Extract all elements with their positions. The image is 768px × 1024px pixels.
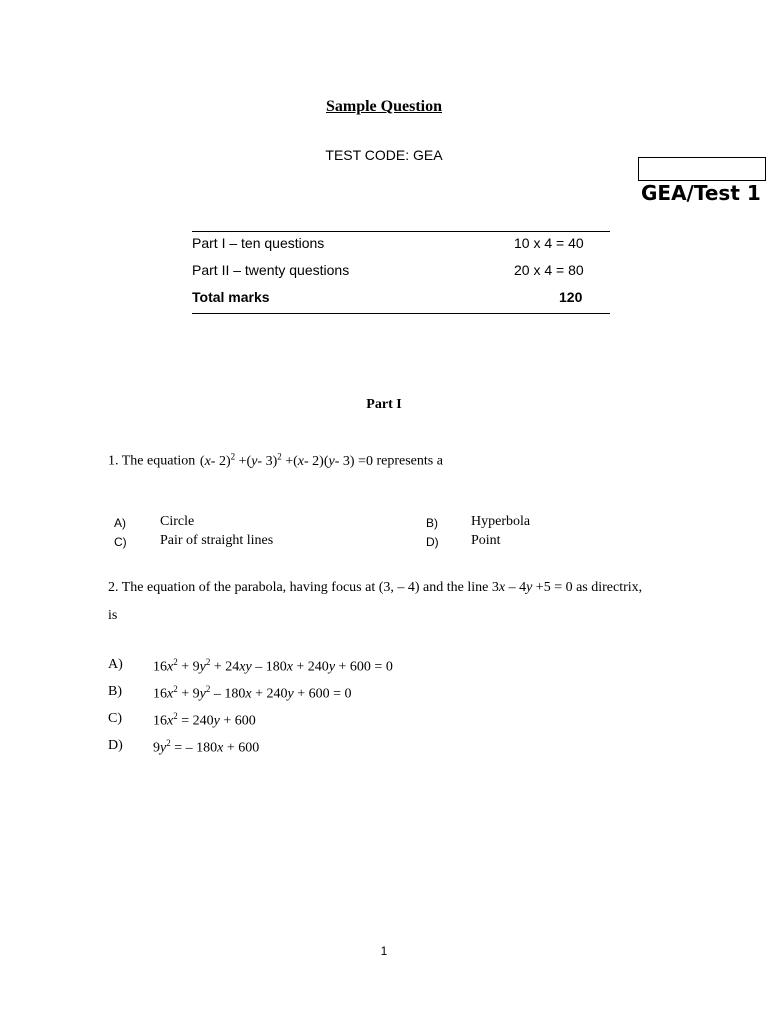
- q1-option-c: [114, 533, 127, 551]
- q2-option-d-letter: D): [108, 738, 123, 753]
- question-1-suffix: represents a: [376, 453, 443, 469]
- option-letter: B): [426, 516, 438, 530]
- q2-option-c-text: $16x^2 = 240y + 600$: [153, 711, 256, 729]
- marks-label: Part I – ten questions: [192, 235, 325, 251]
- question-1: [108, 451, 443, 470]
- question-2-text-a: 2. The equation of the parabola, having focus at (3, – 4) and the line 3: [108, 580, 499, 595]
- q1-option-a-text: Circle: [160, 514, 195, 529]
- marks-value: 20 x 4 = 80: [514, 262, 584, 278]
- q2-option-c-letter: C): [108, 711, 122, 726]
- part-heading: Part I: [366, 397, 402, 412]
- question-2-text-b: – 4: [505, 580, 527, 595]
- q1-option-d: [426, 533, 439, 551]
- question-1-prefix: 1. The equation: [108, 453, 196, 469]
- side-text-box: [638, 157, 766, 181]
- q2-option-a-letter: A): [108, 657, 123, 672]
- q1-option-b-text: Hyperbola: [471, 514, 531, 529]
- question-1-equation: (x- 2)$^2$ +(y- 3)$^2$ +(x- 2)(y- 3) =0: [198, 451, 373, 469]
- marks-row-part2: [192, 259, 610, 286]
- side-label: GEA/Test 1: [641, 181, 761, 205]
- page-number: 1: [380, 944, 388, 958]
- q1-option-c-text: Pair of straight lines: [160, 533, 274, 548]
- q1-option-a: [114, 514, 126, 532]
- marks-label: Total marks: [192, 289, 270, 305]
- q2-option-a-text: $16x^2 + 9y^2 + 24xy - 180x + 240y + 600 = 0$: [153, 657, 393, 675]
- q2-option-b-text: $16x^2 + 9y^2 - 180x + 240y + 600 = 0$: [153, 684, 352, 702]
- test-code: TEST CODE: GEA: [325, 147, 443, 163]
- option-letter: D): [426, 535, 439, 549]
- marks-table: [192, 231, 610, 314]
- page-title: Sample Question: [325, 98, 442, 115]
- question-2-text-c: +5 = 0 as directrix, is: [108, 580, 643, 623]
- marks-value: 120: [559, 289, 583, 305]
- option-letter: A): [114, 516, 126, 530]
- marks-row-part1: [192, 232, 610, 259]
- q2-option-b-letter: B): [108, 684, 122, 699]
- q1-option-d-text: Point: [471, 533, 501, 548]
- option-letter: C): [114, 535, 127, 549]
- q1-option-b: [426, 514, 438, 532]
- q2-option-d-text: $9y^2$ = – 180x + 600: [153, 738, 260, 756]
- question-2: 2. The equation of the parabola, having focus at (3, – 4) and the line 3x – 4y +5 = 0 as directrix, is: [108, 580, 643, 623]
- marks-label: Part II – twenty questions: [192, 262, 350, 278]
- marks-row-total: [192, 286, 610, 313]
- marks-value: 10 x 4 = 40: [514, 235, 584, 251]
